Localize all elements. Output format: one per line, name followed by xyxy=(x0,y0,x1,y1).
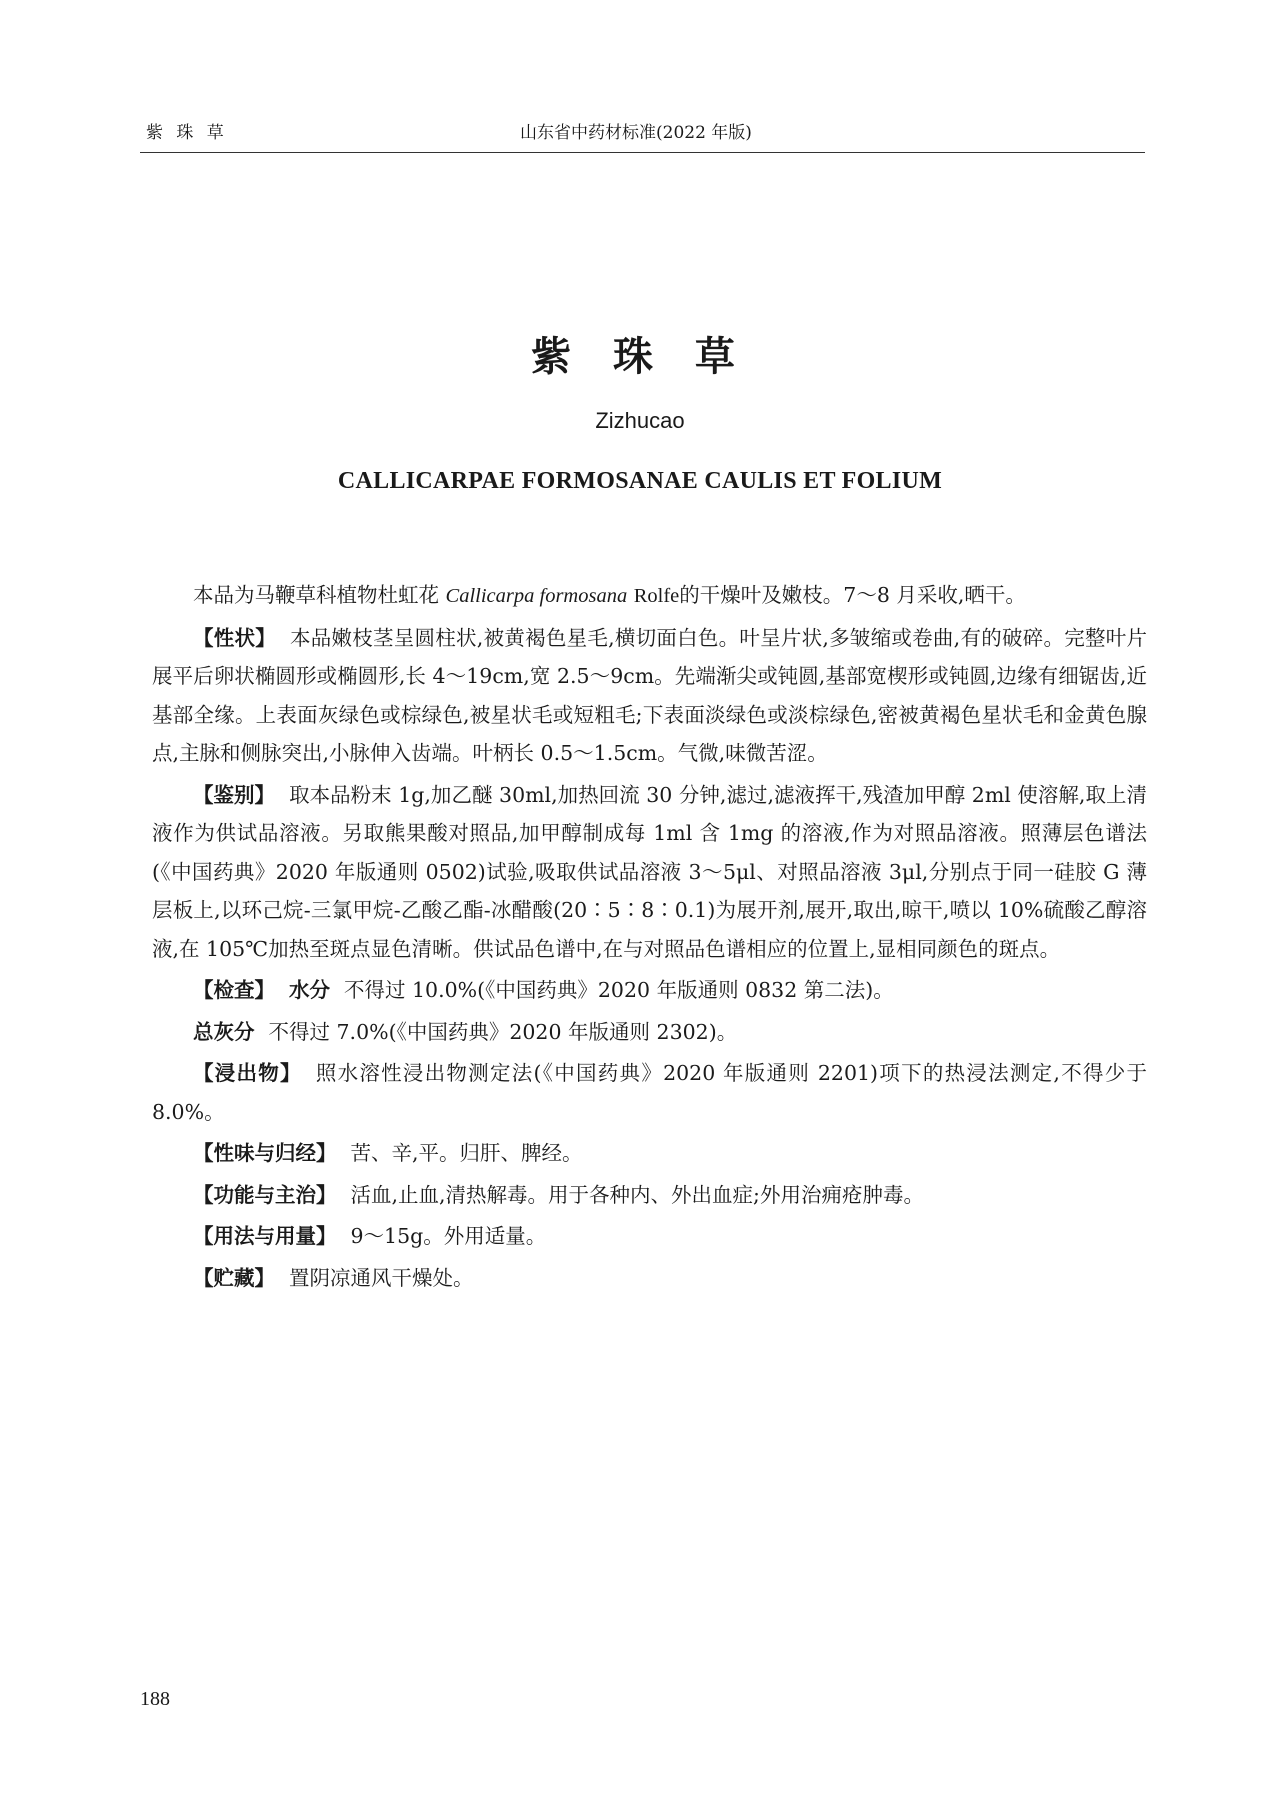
section-gongneng xyxy=(152,1176,1147,1215)
section-jinchuwu xyxy=(152,1054,1147,1131)
section-text: 9～15g。外用适量。 xyxy=(350,1224,547,1248)
section-yongfa xyxy=(152,1217,1147,1256)
subsection-label-water: 水分 xyxy=(289,978,330,1002)
header-book-title: 山东省中药材标准(2022 年版) xyxy=(520,123,752,143)
species-name: Callicarpa formosana xyxy=(445,585,628,607)
subsection-label-ash: 总灰分 xyxy=(193,1019,255,1044)
section-xingwei xyxy=(152,1134,1147,1173)
section-jianbie xyxy=(152,776,1147,969)
section-label: 【浸出物】 xyxy=(193,1061,302,1085)
intro-text-before: 本品为马鞭草科植物杜虹花 xyxy=(193,583,439,607)
section-jiancha-ash xyxy=(152,1013,1147,1052)
section-text: 置阴凉通风干燥处。 xyxy=(289,1265,474,1290)
section-label: 【性味与归经】 xyxy=(193,1141,337,1165)
monograph-body xyxy=(152,576,1147,1300)
section-text: 不得过 7.0%(《中国药典》2020 年版通则 2302)。 xyxy=(268,1019,738,1044)
section-text: 不得过 10.0%(《中国药典》2020 年版通则 0832 第二法)。 xyxy=(344,978,894,1002)
section-label: 【用法与用量】 xyxy=(193,1224,337,1248)
page-title: 紫 珠 草 xyxy=(531,334,749,380)
section-label: 【鉴别】 xyxy=(193,782,276,807)
section-zhucang xyxy=(152,1259,1147,1298)
page-number: 188 xyxy=(140,1688,170,1710)
pinyin-name: Zizhucao xyxy=(595,408,685,433)
section-jiancha xyxy=(152,971,1147,1010)
section-text: 本品嫩枝茎呈圆柱状,被黄褐色星毛,横切面白色。叶呈片状,多皱缩或卷曲,有的破碎。完整叶片展平后卵状椭圆形或椭圆形,长 4～19cm,宽 2.5～9cm。先端渐尖或钝圆,基部宽楔形或钝圆,边缘有细锯齿,近基部全缘。上表面灰绿色或棕绿色,被星状毛或短粗毛;下表面淡绿色或淡棕绿色,密被黄褐色星状毛和金黄色腺点,主脉和侧脉突出,小脉伸入齿端。叶柄长 0.5～1.5cm。气微,味微苦涩。 xyxy=(152,625,1147,765)
species-author: Rolfe xyxy=(633,585,680,607)
section-text: 活血,止血,清热解毒。用于各种内、外出血症;外用治痈疮肿毒。 xyxy=(350,1182,924,1207)
latin-name: CALLICARPAE FORMOSANAE CAULIS ET FOLIUM xyxy=(337,468,943,494)
section-text: 取本品粉末 1g,加乙醚 30ml,加热回流 30 分钟,滤过,滤液挥干,残渣加甲醇 2ml 使溶解,取上清液作为供试品溶液。另取熊果酸对照品,加甲醇制成每 1ml 含 1mg 的溶液,作为对照品溶液。照薄层色谱法(《中国药典》2020 年版通则 0502)试验,吸取供试品溶液 3～5μl、对照品溶液 3μl,分别点于同一硅胶 G 薄层板上,以环己烷-三氯甲烷-乙酸乙酯-冰醋酸(20∶5∶8∶0.1)为展开剂,展开,取出,晾干,喷以 10%硫酸乙醇溶液,在 105℃加热至斑点显色清晰。供试品色谱中,在与对照品色谱相应的位置上,显相同颜色的斑点。 xyxy=(152,782,1147,961)
section-text: 苦、辛,平。归肝、脾经。 xyxy=(350,1141,583,1165)
header-divider xyxy=(140,152,1145,153)
section-label: 【贮藏】 xyxy=(193,1265,275,1290)
section-label: 【性状】 xyxy=(193,625,277,650)
section-label: 【功能与主治】 xyxy=(193,1182,337,1207)
section-text: 照水溶性浸出物测定法(《中国药典》2020 年版通则 2201)项下的热浸法测定,不得少于 8.0%。 xyxy=(152,1061,1147,1124)
header-section-name: 紫 珠 草 xyxy=(146,123,228,143)
intro-paragraph xyxy=(152,576,1147,616)
intro-text-after: 的干燥叶及嫩枝。7～8 月采收,晒干。 xyxy=(679,583,1026,607)
section-label: 【检查】 xyxy=(193,978,275,1002)
section-xingzhuang xyxy=(152,619,1147,773)
